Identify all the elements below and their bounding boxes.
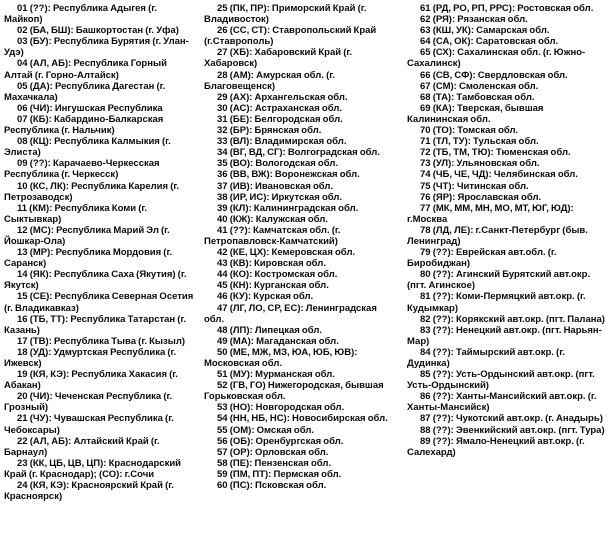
region-entry: 56 (ОБ): Оренбургская обл. (217, 435, 344, 447)
region-entry: 05 (ДА): Республика Дагестан (г. Махачкала) (4, 80, 166, 103)
region-entry: 86 (??): Ханты-Мансийский авт.окр. (г. Ханты-Мансийск) (407, 391, 597, 414)
region-entry: 28 (АМ): Амурская обл. (г. Благовещенск) (204, 69, 335, 92)
region-entry: 59 (ПМ, ПТ): Пермская обл. (217, 468, 342, 480)
region-list-column-1 (0, 3, 202, 559)
region-entry: 77 (МК, ММ, МН, МО, МТ, ЮГ, ЮД): г.Москва (407, 202, 574, 225)
region-entry: 54 (НН, НБ, НС): Новосибирская обл. (217, 413, 388, 425)
region-entry: 17 (ТВ): Республика Тыва (г. Кызыл) (17, 335, 186, 347)
region-entry: 39 (КЛ): Калининградская обл. (217, 202, 359, 214)
region-entry: 48 (ЛП): Липецкая обл. (217, 324, 323, 336)
region-entry: 84 (??): Таймырский авт.окр. (г. Дудинка) (407, 346, 565, 369)
region-entry: 12 (МС): Республика Марий Эл (г. Йошкар-Ола) (4, 224, 170, 247)
region-entry: 41 (??): Камчатская обл. (г. Петропавловск-Камчатский) (204, 224, 341, 247)
region-entry: 70 (ТО): Томская обл. (420, 125, 519, 137)
region-entry: 87 (??): Чукотский авт.окр. (г. Анадырь) (420, 413, 603, 425)
region-entry: 08 (КЦ): Республика Калмыкия (г. Элиста) (4, 136, 171, 159)
region-entry: 57 (ОР): Орловская обл. (217, 446, 329, 458)
region-entry: 63 (КШ, УК): Самарская обл. (420, 25, 550, 37)
region-entry: 37 (ИВ): Ивановская обл. (217, 180, 334, 192)
region-entry: 36 (ВВ, ВЖ): Воронежская обл. (217, 169, 360, 181)
region-entry: 51 (МУ): Мурманская обл. (217, 369, 335, 381)
region-list-column-2 (202, 3, 405, 559)
region-entry: 22 (АЛ, АБ): Алтайский Край (г. Барнаул) (4, 435, 160, 458)
region-entry: 32 (БР): Брянская обл. (217, 125, 322, 137)
region-entry: 66 (СВ, СФ): Свердловская обл. (420, 69, 568, 81)
region-entry: 29 (АХ): Архангельская обл. (217, 91, 348, 103)
region-entry: 10 (КС, ЛК): Республика Карелия (г. Петрозаводск) (4, 180, 180, 203)
region-entry: 21 (ЧУ): Чувашская Республика (г. Чебоксары) (4, 413, 174, 436)
region-entry: 67 (СМ): Смоленская обл. (420, 80, 539, 92)
region-entry: 65 (СХ): Сахалинская обл. (г. Южно-Сахалинск) (407, 47, 586, 70)
region-entry: 50 (МЕ, МЖ, МЗ, ЮА, ЮБ, ЮВ): Московская обл. (204, 346, 358, 369)
region-entry: 20 (ЧИ): Чеченская Республика (г. Грозный) (4, 391, 173, 414)
region-entry: 52 (ГВ, ГО) Нижегородская, бывшая Горьковская обл. (204, 380, 384, 403)
region-entry: 44 (КО): Костромская обл. (217, 269, 338, 281)
region-entry: 62 (РЯ): Рязанская обл. (420, 14, 528, 26)
region-entry: 68 (ТА): Тамбовская обл. (420, 91, 535, 103)
region-entry: 61 (РД, РО, РП, РРС): Ростовская обл. (420, 3, 594, 14)
region-entry: 31 (БЕ): Белгородская обл. (217, 113, 343, 125)
region-entry: 23 (КК, ЦБ, ЦВ, ЦП): Краснодарский Край (г. Краснодар); (СО): г.Сочи (4, 457, 182, 480)
region-entry: 47 (ЛГ, ЛО, СР, ЕС): Ленинградская обл. (204, 302, 377, 325)
region-entry: 38 (ИР, ИС): Иркутская обл. (217, 191, 343, 203)
region-entry: 58 (ПЕ): Пензенская обл. (217, 457, 332, 469)
region-entry: 78 (ЛД, ЛЕ): г.Санкт-Петербург (быв. Ленинград) (407, 224, 588, 247)
region-entry: 35 (ВО): Вологодская обл. (217, 158, 339, 170)
region-entry: 64 (СА, ОК): Саратовская обл. (420, 36, 559, 48)
region-entry: 74 (ЧБ, ЧЕ, ЧД): Челябинская обл. (420, 169, 578, 181)
region-entry: 53 (НО): Новгородская обл. (217, 402, 345, 414)
region-entry: 30 (АС): Астраханская обл. (217, 102, 342, 114)
region-entry: 49 (МА): Магаданская обл. (217, 335, 339, 347)
region-entry: 42 (КЕ, ЦХ): Кемеровская обл. (217, 247, 356, 259)
region-entry: 06 (ЧИ): Ингушская Республика (17, 102, 163, 114)
region-entry: 09 (??): Карачаево-Черкесская Республика (г. Черкесск) (4, 158, 160, 181)
region-entry: 89 (??): Ямало-Ненецкий авт.окр. (г. Салехард) (407, 435, 585, 458)
region-entry: 88 (??): Эвенкийский авт.окр. (пгт. Тура) (420, 424, 605, 436)
region-entry: 55 (ОМ): Омская обл. (217, 424, 315, 436)
region-entry: 01 (??): Республика Адыгея (г. Майкоп) (4, 3, 157, 26)
region-entry: 34 (ВГ, ВД, СГ): Волгоградская обл. (217, 147, 380, 159)
region-entry: 85 (??): Усть-Ордынский авт.окр. (пгт. Усть-Ордынский) (407, 369, 595, 392)
region-entry: 26 (СС, СТ): Ставропольский Край (г.Ставрополь) (204, 25, 377, 48)
region-entry: 80 (??): Агинский Бурятский авт.окр. (пгт. Агинское) (407, 269, 591, 292)
region-entry: 15 (СЕ): Республика Северная Осетия (г. Владикавказ) (4, 291, 194, 314)
region-entry: 33 (ВЛ): Владимирская обл. (217, 136, 347, 148)
region-entry: 40 (КЖ): Калужская обл. (217, 213, 328, 225)
region-entry: 16 (ТБ, ТТ): Республика Татарстан (г. Казань) (4, 313, 187, 336)
region-entry: 71 (ТЛ, ТУ): Тульская обл. (420, 136, 539, 148)
region-entry: 73 (УЛ): Ульяновская обл. (420, 158, 540, 170)
region-entry: 43 (КВ): Кировская обл. (217, 258, 326, 270)
region-entry: 03 (БУ): Республика Бурятия (г. Улан-Удэ) (4, 36, 189, 59)
region-entry: 45 (КН): Курганская обл. (217, 280, 329, 292)
region-entry: 24 (КЯ, КЭ): Красноярский Край (г. Красноярск) (4, 480, 174, 503)
region-entry: 76 (ЯР): Ярославская обл. (420, 191, 542, 203)
region-entry: 07 (КБ): Кабардино-Балкарская Республика (г. Нальчик) (4, 113, 164, 137)
region-entry: 14 (ЯК): Республика Саха (Якутия) (г. Якутск) (4, 269, 187, 292)
region-entry: 75 (ЧТ): Читинская обл. (420, 180, 529, 192)
region-entry: 81 (??): Коми-Пермяцкий авт.окр. (г. Кудымкар) (407, 291, 586, 314)
region-entry: 02 (БА, БШ): Башкортостан (г. Уфа) (17, 25, 179, 37)
region-entry: 83 (??): Ненецкий авт.окр. (пгт. Нарьян-Мар) (407, 324, 602, 347)
region-list-column-3 (405, 3, 608, 559)
region-entry: 60 (ПС): Псковская обл. (217, 480, 327, 492)
region-entry: 13 (МР): Республика Мордовия (г. Саранск) (4, 247, 173, 270)
region-entry: 19 (КЯ, КЭ): Республика Хакасия (г. Абакан) (4, 369, 178, 392)
region-entry: 69 (КА): Тверская, бывшая Калининская обл. (407, 102, 544, 125)
region-entry: 11 (КМ): Республика Коми (г. Сыктывкар) (4, 202, 148, 225)
region-entry: 27 (ХБ): Хабаровский Край (г. Хабаровск) (204, 47, 353, 70)
region-entry: 04 (АЛ, АБ): Республика Горный Алтай (г. Горно-Алтайск) (4, 58, 167, 81)
region-entry: 79 (??): Еврейская авт.обл. (г. Биробиджан) (407, 247, 557, 270)
region-entry: 46 (КУ): Курская обл. (217, 291, 314, 303)
region-entry: 25 (ПК, ПР): Приморский Край (г. Владивосток) (204, 3, 367, 26)
region-entry: 82 (??): Корякский авт.окр. (пгт. Палана) (420, 313, 605, 325)
region-entry: 18 (УД): Удмуртская Республика (г. Ижевск) (4, 346, 177, 369)
region-entry: 72 (ТБ, ТМ, ТЮ): Тюменская обл. (420, 147, 571, 159)
